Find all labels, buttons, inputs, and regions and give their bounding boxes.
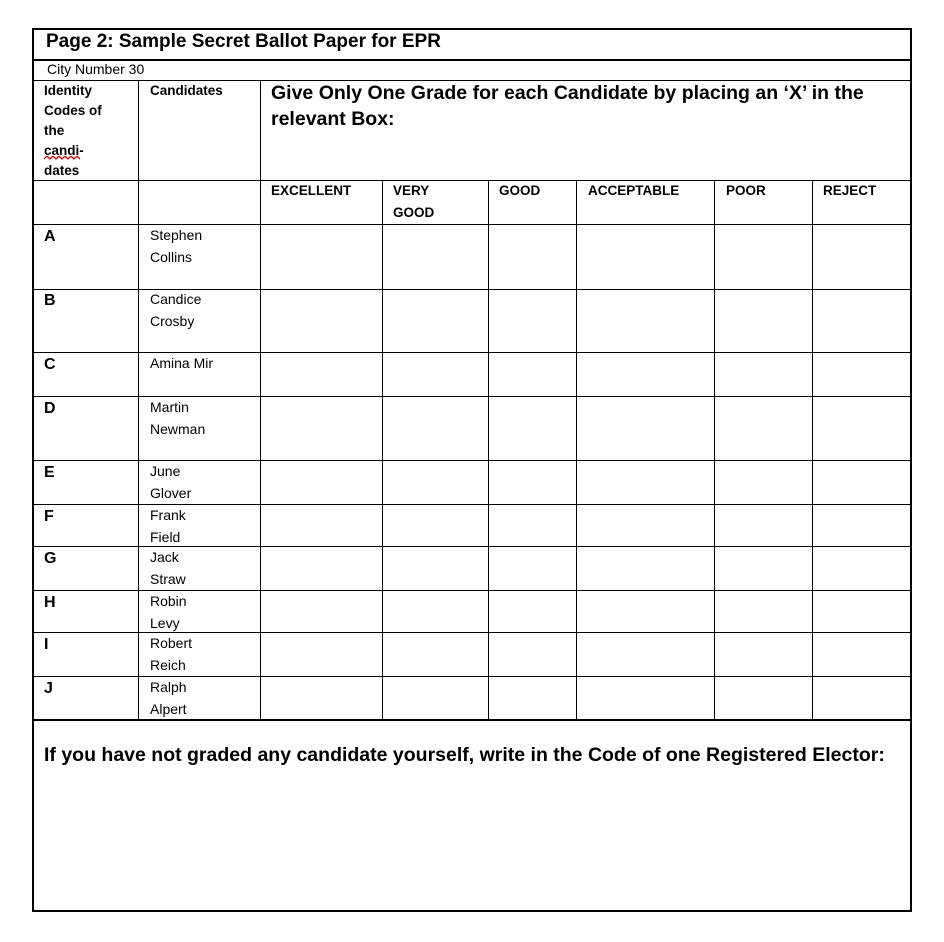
grade-box-very-good[interactable] (383, 225, 488, 289)
candidate-code: B (44, 292, 56, 309)
grade-box-poor[interactable] (715, 290, 812, 352)
candidate-name-line1: Robin (150, 593, 187, 609)
candidate-name-line1: Candice (150, 291, 202, 307)
candidate-name-line2: Reich (150, 657, 186, 673)
grade-box-acceptable[interactable] (577, 397, 714, 460)
grade-acceptable: ACCEPTABLE (588, 183, 680, 198)
grade-box-poor[interactable] (715, 591, 812, 632)
grade-box-good[interactable] (489, 397, 576, 460)
candidate-name-line2: Straw (150, 571, 186, 587)
candidate-name-line1: Ralph (150, 679, 187, 695)
grade-box-very-good[interactable] (383, 633, 488, 676)
grade-box-poor[interactable] (715, 547, 812, 590)
grade-box-excellent[interactable] (261, 505, 382, 546)
candidate-name-line1: Amina Mir (150, 355, 214, 371)
rule-instruction (260, 180, 911, 181)
candidate-name-line2: Glover (150, 485, 192, 501)
grade-box-acceptable[interactable] (577, 591, 714, 632)
grade-box-acceptable[interactable] (577, 677, 714, 718)
grade-box-excellent[interactable] (261, 591, 382, 632)
grade-box-very-good[interactable] (383, 290, 488, 352)
instruction-line2: relevant Box: (271, 108, 395, 130)
candidate-code: H (44, 594, 56, 611)
grade-very-good-line2: GOOD (393, 205, 435, 220)
grade-box-reject[interactable] (813, 290, 910, 352)
elector-code-area[interactable] (34, 780, 910, 910)
candidate-name-line2: Newman (150, 421, 206, 437)
grade-box-poor[interactable] (715, 677, 812, 718)
grade-box-reject[interactable] (813, 633, 910, 676)
grade-box-poor[interactable] (715, 353, 812, 396)
grade-very-good-line1: VERY (393, 183, 430, 198)
grade-box-excellent[interactable] (261, 397, 382, 460)
candidate-name-line1: Jack (150, 549, 179, 565)
grade-box-acceptable[interactable] (577, 547, 714, 590)
candidate-code: A (44, 228, 56, 245)
grade-box-poor[interactable] (715, 461, 812, 504)
grade-box-acceptable[interactable] (577, 225, 714, 289)
candidate-name-line2: Levy (150, 615, 180, 631)
grade-box-good[interactable] (489, 591, 576, 632)
grade-box-good[interactable] (489, 677, 576, 718)
grade-box-good[interactable] (489, 505, 576, 546)
page-title: Page 2: Sample Secret Ballot Paper for EPR (46, 31, 441, 52)
city-number: City Number 30 (47, 61, 145, 77)
grade-box-poor[interactable] (715, 505, 812, 546)
grade-box-good[interactable] (489, 290, 576, 352)
candidates-header: Candidates (150, 83, 223, 98)
grade-box-reject[interactable] (813, 591, 910, 632)
candidate-name-line1: June (150, 463, 181, 479)
candidate-name-line1: Robert (150, 635, 193, 651)
identity-header-line3: the (44, 123, 65, 138)
grade-box-poor[interactable] (715, 225, 812, 289)
grade-box-good[interactable] (489, 461, 576, 504)
grade-box-good[interactable] (489, 547, 576, 590)
grade-box-acceptable[interactable] (577, 505, 714, 546)
grade-excellent: EXCELLENT (271, 183, 352, 198)
grade-box-reject[interactable] (813, 505, 910, 546)
candidate-code: I (44, 636, 49, 653)
col-rule-codes (138, 80, 139, 720)
candidate-code: C (44, 356, 56, 373)
grade-box-very-good[interactable] (383, 397, 488, 460)
grade-box-reject[interactable] (813, 397, 910, 460)
grade-box-good[interactable] (489, 633, 576, 676)
grade-box-good[interactable] (489, 353, 576, 396)
grade-box-very-good[interactable] (383, 677, 488, 718)
grade-box-reject[interactable] (813, 225, 910, 289)
grade-box-acceptable[interactable] (577, 461, 714, 504)
grade-box-poor[interactable] (715, 397, 812, 460)
candidate-code: G (44, 550, 57, 567)
candidate-name-line2: Alpert (150, 701, 187, 717)
grade-box-excellent[interactable] (261, 290, 382, 352)
grade-box-excellent[interactable] (261, 353, 382, 396)
candidate-name-line2: Collins (150, 249, 193, 265)
candidate-name-line2: Field (150, 529, 181, 545)
grade-box-very-good[interactable] (383, 461, 488, 504)
instruction-line1: Give Only One Grade for each Candidate by placing an ‘X’ in the (271, 82, 864, 104)
candidate-code: E (44, 464, 55, 481)
grade-good: GOOD (499, 183, 541, 198)
identity-header-line1: Identity (44, 83, 93, 98)
grade-box-reject[interactable] (813, 353, 910, 396)
candidate-code: J (44, 680, 53, 697)
grade-box-very-good[interactable] (383, 591, 488, 632)
grade-box-excellent[interactable] (261, 633, 382, 676)
grade-box-poor[interactable] (715, 633, 812, 676)
grade-box-excellent[interactable] (261, 547, 382, 590)
grade-reject: REJECT (823, 183, 877, 198)
elector-instruction: If you have not graded any candidate yourself, write in the Code of one Registered Elector: (44, 744, 885, 766)
identity-header-line5: dates (44, 163, 80, 178)
grade-box-acceptable[interactable] (577, 633, 714, 676)
grade-box-very-good[interactable] (383, 353, 488, 396)
candidate-name-line1: Stephen (150, 227, 203, 243)
identity-header-line2: Codes of (44, 103, 102, 118)
grade-poor: POOR (726, 183, 766, 198)
candidate-name-line1: Martin (150, 399, 189, 415)
candidate-code: F (44, 508, 54, 525)
grade-box-excellent[interactable] (261, 677, 382, 718)
identity-header-line4: candi- (44, 143, 84, 158)
grade-box-excellent[interactable] (261, 225, 382, 289)
grade-box-excellent[interactable] (261, 461, 382, 504)
grade-box-good[interactable] (489, 225, 576, 289)
candidate-name-line2: Crosby (150, 313, 195, 329)
grade-box-acceptable[interactable] (577, 290, 714, 352)
grade-box-acceptable[interactable] (577, 353, 714, 396)
candidate-name-line1: Frank (150, 507, 186, 523)
grade-box-very-good[interactable] (383, 505, 488, 546)
grade-box-very-good[interactable] (383, 547, 488, 590)
candidate-code: D (44, 400, 56, 417)
grade-box-reject[interactable] (813, 461, 910, 504)
grade-box-reject[interactable] (813, 547, 910, 590)
grade-box-reject[interactable] (813, 677, 910, 718)
